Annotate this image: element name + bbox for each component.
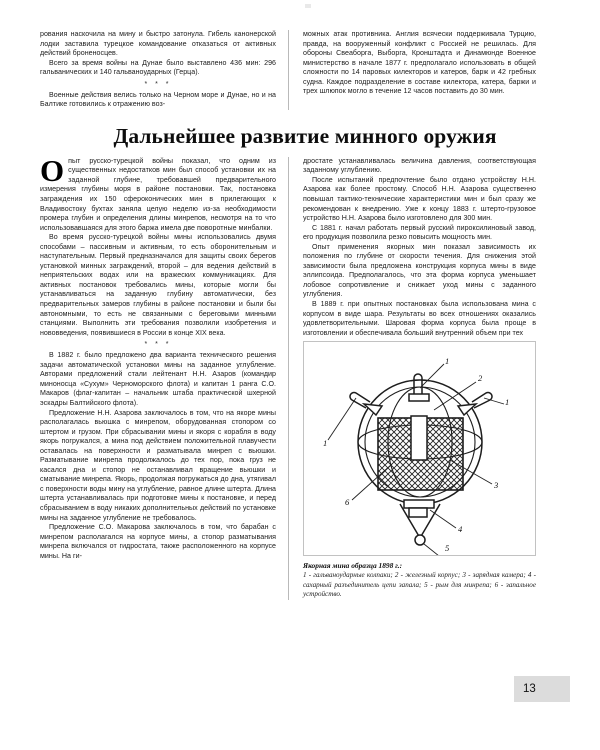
paragraph: Военные действия велись только на Черном море и Дунае, но и на Балтике готовились к отражению воз-: [40, 90, 276, 109]
page-number: [514, 676, 570, 702]
callout-2: 2: [478, 373, 483, 384]
body-left-column: [40, 152, 288, 600]
callout-1-right: 1: [505, 397, 510, 408]
section-separator: * * *: [144, 341, 172, 349]
top-columns: [40, 30, 570, 110]
callout-1-top: 1: [445, 356, 450, 367]
top-right-column: [288, 30, 536, 110]
sugar-disconnector: [404, 500, 434, 508]
figure-caption-title: Якорная мина образца 1898 г.:: [303, 561, 403, 571]
horn-top-base: [409, 394, 429, 401]
paragraph-with-dropcap: [40, 152, 276, 233]
callout-3: 3: [494, 480, 499, 491]
callout-1-left: 1: [323, 438, 328, 449]
figure-caption: [303, 561, 536, 600]
dropcap-paragraph-text: пыт русско-турецкой войны показал, что одним из существенных недостатков мин был способ установки их на заданной глубине, требовавшей предварительного измерения глубины моря в районе постановки. Так, постановка заграждения их 150 сфероконических мин в прилегающих к Владивостоку бухтах заняла целую неделю из-за необходимости промера глубин и определения длины минрепов, несмотря на то что использовавшаяся для этого баржа имела две поворотные минбалки.: [40, 156, 276, 232]
callout-5: 5: [445, 543, 450, 554]
paragraph: Во время русско-турецкой войны мины использовались двумя способами – пассивным и активным, то есть оборонительным и наступательным. Первый предназначался для защиты своих берегов установкой минных заграждений, второй – для ведения действий в неприятельских водах или на вражеских коммуникациях. Для активных постановок требовались мины, которые могли бы устанавливаться на заданную глубину автоматически, без предварительных замеров глубины в районе постановки и были бы автономными, то есть не связанными с береговыми минными станциями. Выполнить эти требования позволили изобретения и нововведения, появившиеся в России в конце XIX века.: [40, 233, 276, 337]
top-left-column: [40, 30, 288, 110]
section-separator: * * *: [144, 80, 172, 88]
detonator-well: [411, 416, 427, 460]
paragraph: С 1881 г. начал работать первый русский пироксилиновый завод, его продукция позволила резко повысить мощность мин.: [303, 223, 536, 242]
paragraph: После испытаний предпочтение было отдано устройству Н.Н. Азарова как более простому. Способ Н.Н. Азарова существенно повышал тактико-технические характеристики мин и был сразу же рекомендован к внедрению. Уже к концу 1883 г. штерто-грузовое устройство Н.Н. Азарова было изготовлено для 300 мин.: [303, 175, 536, 223]
article-headline: Дальнейшее развитие минного оружия: [113, 123, 497, 148]
paragraph: Опыт применения якорных мин показал зависимость их положения по глубине от скорости течения. Для снижения этой зависимости была предложена конструкция корпуса мины в виде эллипсоида. Предполагалось, что эта форма корпуса уменьшает лобовое сопротивление и снижает уход мины с заданного углубления.: [303, 242, 536, 299]
figure-mine-diagram: [303, 341, 536, 556]
drop-cap: О: [40, 152, 65, 188]
scan-artifact: [305, 4, 311, 8]
mooring-ring: [415, 535, 425, 545]
anchor-mine-illustration: [304, 342, 535, 555]
page-number-value: 13: [523, 683, 536, 695]
paragraph: В 1882 г. было предложено два варианта технического решения задачи автоматической установки мины на заданное углубление. Авторами предложений стали лейтенант Н.Н. Азаров (командир миноносца «Сухум» Черноморского флота) и капитан 1 ранга С.О. Макаров (флаг-капитан – начальник штаба практической шхерной эскадры Балтийского флота).: [40, 351, 276, 407]
paragraph: можных атак противника. Англия всячески поддерживала Турцию, правда, на вооруженный конфликт с Россией не решилась. Для обороны Свеаборга, Выборга, Кронштадта и Динамюнде Военное министерство в начале 1877 г. предполагало использовать в общей сложности по 14 паровых килекторов и катеров, барж и 42 гребных судна. Каждое подразделение в составе килектора, катера, баржи и трех шлюпок могло в течение 12 часов поставить до 30 мин.: [303, 30, 536, 96]
paragraph: Всего за время войны на Дунае было выставлено 436 мин: 296 гальванических и 140 гальваноударных (Герца).: [40, 58, 276, 77]
paragraph: Предложение Н.Н. Азарова заключалось в том, что на якоре мины располагалась вьюшка с минрепом, оборудованная стопором со штертом и грузом. При сбрасывании мины и якоря с корабля в воду якорь погружался, а мина под действием положительной плавучести оставалась на поверхности и разматывала минреп с вьюшки. Разматывание минрепа продолжалось до тех пор, пока груз не касался дна и стопор не останавливал вращение вьюшки и сматывание минрепа. Якорь, продолжая погружаться до дна, утягивал с поверхности воды мину на углубление, равное длине штерта. Длина штерта устанавливалась при подготовке мины к постановке, и перед сбрасыванием в воду никаких дополнительных действий по установке мины на заданное углубление не требовалось.: [40, 408, 276, 522]
paragraph: Предложение С.О. Макарова заключалось в том, что барабан с минрепом располагался на корпусе мины, а стопор разматывания минрепа включался от гидростата, также расположенного на корпусе мины. На ги-: [40, 523, 276, 560]
bottom-fitting: [409, 508, 427, 517]
galvanic-horn-top: [414, 374, 422, 394]
paragraph: дростате устанавливалась величина давления, соответствующая заданному углублению.: [303, 156, 536, 175]
callout-4: 4: [458, 524, 463, 535]
body-right-column: [288, 157, 536, 600]
paragraph: В 1889 г. при опытных постановках была использована мина с корпусом в виде шара. Результаты во всех отношениях оказались удовлетворительными. Шаровая форма корпуса была проще в изготовлении и обеспечивала больший внутренний объем при тех: [303, 300, 536, 337]
body-columns: [40, 152, 570, 600]
callout-6: 6: [345, 497, 350, 508]
paragraph: рования наскочила на мину и быстро затонула. Гибель канонерской лодки заставила турецкое командование отказаться от активных действий броненосцев.: [40, 30, 276, 58]
figure-caption-legend: 1 - гальваноударные колпаки; 2 - железный корпус; 3 - зарядная камера; 4 - сахарный разъединитель цепи запала; 5 - рым для минрепа; 6 - запальное устройство.: [303, 571, 536, 599]
